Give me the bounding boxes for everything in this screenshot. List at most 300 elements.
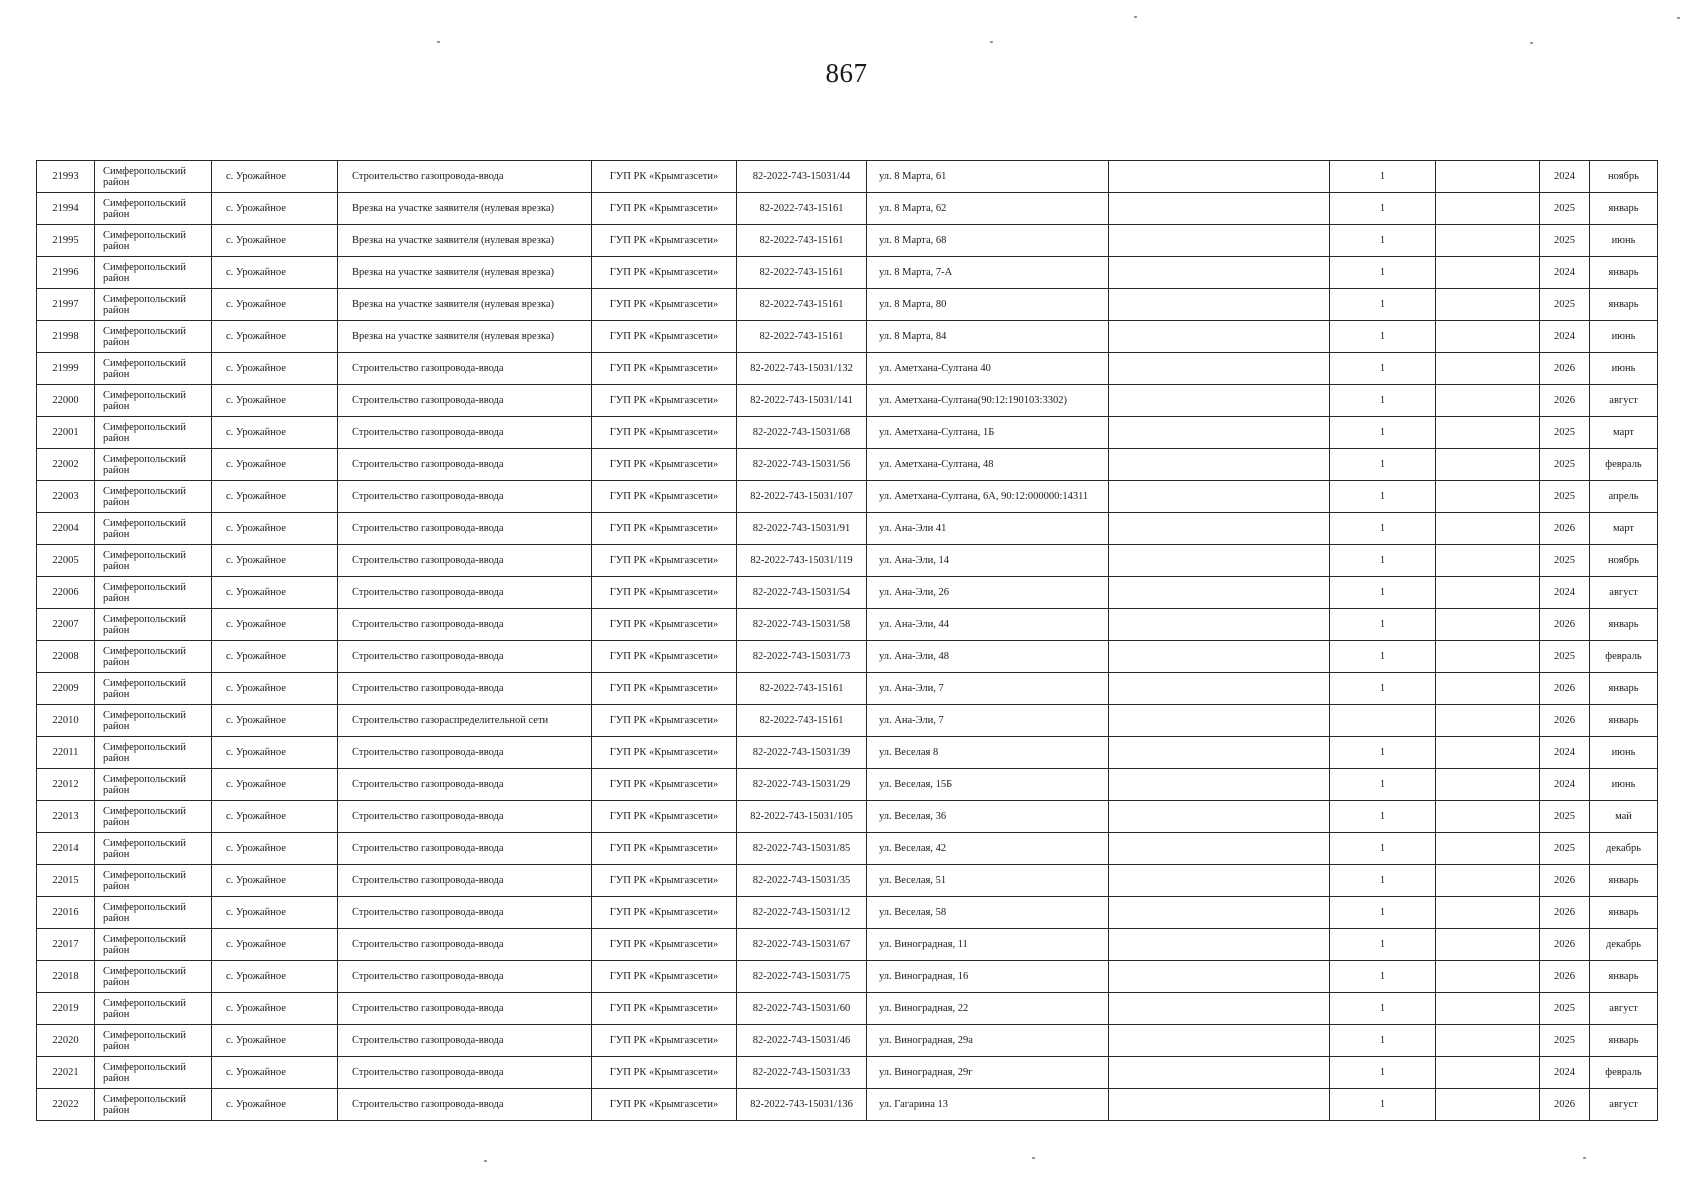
quantity-cell: 1 <box>1330 801 1436 833</box>
blank-cell <box>1109 545 1330 577</box>
permit-code-cell: 82-2022-743-15161 <box>737 257 867 289</box>
work-type-cell: Строительство газопровода-ввода <box>338 449 592 481</box>
permit-code-cell: 82-2022-743-15031/119 <box>737 545 867 577</box>
district-cell: Симферопольский район <box>95 321 212 353</box>
organization-cell: ГУП РК «Крымгазсети» <box>592 321 737 353</box>
organization-cell: ГУП РК «Крымгазсети» <box>592 481 737 513</box>
village-cell: с. Урожайное <box>212 353 338 385</box>
district-cell: Симферопольский район <box>95 897 212 929</box>
district-cell: Симферопольский район <box>95 1057 212 1089</box>
year-cell: 2025 <box>1540 993 1590 1025</box>
work-type-cell: Строительство газопровода-ввода <box>338 1025 592 1057</box>
blank-cell <box>1109 161 1330 193</box>
address-cell: ул. Аметхана-Султана 40 <box>867 353 1109 385</box>
year-cell: 2026 <box>1540 865 1590 897</box>
district-cell: Симферопольский район <box>95 449 212 481</box>
year-cell: 2026 <box>1540 385 1590 417</box>
permit-code-cell: 82-2022-743-15031/56 <box>737 449 867 481</box>
row-number-cell: 22008 <box>37 641 95 673</box>
year-cell: 2025 <box>1540 801 1590 833</box>
village-cell: с. Урожайное <box>212 385 338 417</box>
work-type-cell: Строительство газопровода-ввода <box>338 961 592 993</box>
row-number-cell: 22004 <box>37 513 95 545</box>
organization-cell: ГУП РК «Крымгазсети» <box>592 1025 737 1057</box>
work-type-cell: Врезка на участке заявителя (нулевая врезка) <box>338 193 592 225</box>
address-cell: ул. Виноградная, 16 <box>867 961 1109 993</box>
address-cell: ул. Ана-Эли, 44 <box>867 609 1109 641</box>
year-cell: 2026 <box>1540 513 1590 545</box>
village-cell: с. Урожайное <box>212 225 338 257</box>
row-number-cell: 22014 <box>37 833 95 865</box>
permit-code-cell: 82-2022-743-15031/68 <box>737 417 867 449</box>
organization-cell: ГУП РК «Крымгазсети» <box>592 385 737 417</box>
blank-cell <box>1109 993 1330 1025</box>
quantity-cell: 1 <box>1330 673 1436 705</box>
permit-code-cell: 82-2022-743-15031/33 <box>737 1057 867 1089</box>
address-cell: ул. Гагарина 13 <box>867 1089 1109 1121</box>
village-cell: с. Урожайное <box>212 1025 338 1057</box>
year-cell: 2025 <box>1540 1025 1590 1057</box>
work-type-cell: Врезка на участке заявителя (нулевая врезка) <box>338 289 592 321</box>
blank-cell <box>1436 833 1540 865</box>
table-row <box>37 1089 1658 1121</box>
village-cell: с. Урожайное <box>212 737 338 769</box>
village-cell: с. Урожайное <box>212 161 338 193</box>
row-number-cell: 22020 <box>37 1025 95 1057</box>
blank-cell <box>1436 673 1540 705</box>
blank-cell <box>1109 385 1330 417</box>
blank-cell <box>1109 225 1330 257</box>
permit-code-cell: 82-2022-743-15161 <box>737 193 867 225</box>
scan-speck <box>990 41 993 43</box>
month-cell: январь <box>1590 865 1658 897</box>
blank-cell <box>1436 769 1540 801</box>
work-type-cell: Строительство газопровода-ввода <box>338 609 592 641</box>
district-cell: Симферопольский район <box>95 705 212 737</box>
table-row <box>37 449 1658 481</box>
blank-cell <box>1109 417 1330 449</box>
year-cell: 2025 <box>1540 641 1590 673</box>
quantity-cell: 1 <box>1330 609 1436 641</box>
work-type-cell: Строительство газопровода-ввода <box>338 833 592 865</box>
district-cell: Симферопольский район <box>95 801 212 833</box>
permit-code-cell: 82-2022-743-15031/12 <box>737 897 867 929</box>
registry-table <box>36 160 1658 1121</box>
permit-code-cell: 82-2022-743-15031/29 <box>737 769 867 801</box>
month-cell: январь <box>1590 289 1658 321</box>
year-cell: 2025 <box>1540 417 1590 449</box>
month-cell: ноябрь <box>1590 161 1658 193</box>
blank-cell <box>1436 865 1540 897</box>
blank-cell <box>1436 545 1540 577</box>
permit-code-cell: 82-2022-743-15031/75 <box>737 961 867 993</box>
row-number-cell: 22001 <box>37 417 95 449</box>
scan-speck <box>1032 1157 1035 1159</box>
blank-cell <box>1109 769 1330 801</box>
address-cell: ул. 8 Марта, 7-А <box>867 257 1109 289</box>
blank-cell <box>1109 289 1330 321</box>
organization-cell: ГУП РК «Крымгазсети» <box>592 353 737 385</box>
table-row <box>37 609 1658 641</box>
year-cell: 2025 <box>1540 449 1590 481</box>
year-cell: 2025 <box>1540 289 1590 321</box>
month-cell: июнь <box>1590 225 1658 257</box>
blank-cell <box>1436 161 1540 193</box>
quantity-cell: 1 <box>1330 865 1436 897</box>
month-cell: февраль <box>1590 449 1658 481</box>
permit-code-cell: 82-2022-743-15031/46 <box>737 1025 867 1057</box>
row-number-cell: 21999 <box>37 353 95 385</box>
table-row <box>37 513 1658 545</box>
year-cell: 2024 <box>1540 321 1590 353</box>
table-row <box>37 545 1658 577</box>
village-cell: с. Урожайное <box>212 481 338 513</box>
month-cell: июнь <box>1590 737 1658 769</box>
district-cell: Симферопольский район <box>95 481 212 513</box>
district-cell: Симферопольский район <box>95 257 212 289</box>
address-cell: ул. Веселая, 51 <box>867 865 1109 897</box>
work-type-cell: Строительство газопровода-ввода <box>338 769 592 801</box>
organization-cell: ГУП РК «Крымгазсети» <box>592 289 737 321</box>
blank-cell <box>1109 961 1330 993</box>
month-cell: январь <box>1590 897 1658 929</box>
organization-cell: ГУП РК «Крымгазсети» <box>592 545 737 577</box>
quantity-cell: 1 <box>1330 961 1436 993</box>
year-cell: 2025 <box>1540 545 1590 577</box>
table-row <box>37 193 1658 225</box>
blank-cell <box>1436 481 1540 513</box>
year-cell: 2026 <box>1540 897 1590 929</box>
page-number: 867 <box>825 58 868 88</box>
row-number-cell: 21995 <box>37 225 95 257</box>
row-number-cell: 22006 <box>37 577 95 609</box>
district-cell: Симферопольский район <box>95 961 212 993</box>
table-row <box>37 801 1658 833</box>
district-cell: Симферопольский район <box>95 993 212 1025</box>
year-cell: 2026 <box>1540 609 1590 641</box>
village-cell: с. Урожайное <box>212 321 338 353</box>
table-row <box>37 161 1658 193</box>
year-cell: 2026 <box>1540 705 1590 737</box>
permit-code-cell: 82-2022-743-15161 <box>737 705 867 737</box>
row-number-cell: 22007 <box>37 609 95 641</box>
scan-speck <box>437 41 440 43</box>
month-cell: март <box>1590 417 1658 449</box>
organization-cell: ГУП РК «Крымгазсети» <box>592 449 737 481</box>
work-type-cell: Врезка на участке заявителя (нулевая врезка) <box>338 321 592 353</box>
year-cell: 2026 <box>1540 961 1590 993</box>
district-cell: Симферопольский район <box>95 417 212 449</box>
village-cell: с. Урожайное <box>212 1057 338 1089</box>
organization-cell: ГУП РК «Крымгазсети» <box>592 609 737 641</box>
address-cell: ул. Аметхана-Султана(90:12:190103:3302) <box>867 385 1109 417</box>
row-number-cell: 22017 <box>37 929 95 961</box>
village-cell: с. Урожайное <box>212 513 338 545</box>
work-type-cell: Строительство газопровода-ввода <box>338 993 592 1025</box>
work-type-cell: Строительство газопровода-ввода <box>338 865 592 897</box>
village-cell: с. Урожайное <box>212 449 338 481</box>
year-cell: 2025 <box>1540 833 1590 865</box>
permit-code-cell: 82-2022-743-15031/58 <box>737 609 867 641</box>
table-row <box>37 321 1658 353</box>
table-row <box>37 289 1658 321</box>
year-cell: 2026 <box>1540 353 1590 385</box>
address-cell: ул. Веселая, 15Б <box>867 769 1109 801</box>
blank-cell <box>1436 321 1540 353</box>
row-number-cell: 22013 <box>37 801 95 833</box>
blank-cell <box>1109 577 1330 609</box>
organization-cell: ГУП РК «Крымгазсети» <box>592 737 737 769</box>
district-cell: Симферопольский район <box>95 225 212 257</box>
quantity-cell: 1 <box>1330 513 1436 545</box>
blank-cell <box>1109 833 1330 865</box>
village-cell: с. Урожайное <box>212 897 338 929</box>
month-cell: ноябрь <box>1590 545 1658 577</box>
quantity-cell: 1 <box>1330 417 1436 449</box>
blank-cell <box>1109 353 1330 385</box>
organization-cell: ГУП РК «Крымгазсети» <box>592 865 737 897</box>
table-row <box>37 673 1658 705</box>
blank-cell <box>1436 289 1540 321</box>
table-row <box>37 257 1658 289</box>
quantity-cell: 1 <box>1330 353 1436 385</box>
month-cell: январь <box>1590 705 1658 737</box>
blank-cell <box>1436 385 1540 417</box>
blank-cell <box>1436 801 1540 833</box>
organization-cell: ГУП РК «Крымгазсети» <box>592 833 737 865</box>
village-cell: с. Урожайное <box>212 929 338 961</box>
row-number-cell: 22002 <box>37 449 95 481</box>
quantity-cell: 1 <box>1330 1089 1436 1121</box>
blank-cell <box>1436 417 1540 449</box>
table-row <box>37 385 1658 417</box>
organization-cell: ГУП РК «Крымгазсети» <box>592 225 737 257</box>
village-cell: с. Урожайное <box>212 193 338 225</box>
scan-speck <box>1583 1157 1586 1159</box>
row-number-cell: 22022 <box>37 1089 95 1121</box>
month-cell: январь <box>1590 961 1658 993</box>
blank-cell <box>1109 1025 1330 1057</box>
month-cell: январь <box>1590 609 1658 641</box>
organization-cell: ГУП РК «Крымгазсети» <box>592 801 737 833</box>
organization-cell: ГУП РК «Крымгазсети» <box>592 673 737 705</box>
district-cell: Симферопольский район <box>95 545 212 577</box>
district-cell: Симферопольский район <box>95 833 212 865</box>
address-cell: ул. Ана-Эли, 26 <box>867 577 1109 609</box>
work-type-cell: Врезка на участке заявителя (нулевая врезка) <box>338 257 592 289</box>
row-number-cell: 22016 <box>37 897 95 929</box>
month-cell: январь <box>1590 193 1658 225</box>
table-row <box>37 577 1658 609</box>
row-number-cell: 22000 <box>37 385 95 417</box>
quantity-cell: 1 <box>1330 929 1436 961</box>
row-number-cell: 22011 <box>37 737 95 769</box>
organization-cell: ГУП РК «Крымгазсети» <box>592 929 737 961</box>
address-cell: ул. Ана-Эли, 48 <box>867 641 1109 673</box>
blank-cell <box>1436 353 1540 385</box>
year-cell: 2024 <box>1540 577 1590 609</box>
blank-cell <box>1436 1057 1540 1089</box>
year-cell: 2026 <box>1540 929 1590 961</box>
row-number-cell: 22021 <box>37 1057 95 1089</box>
table-row <box>37 993 1658 1025</box>
permit-code-cell: 82-2022-743-15031/105 <box>737 801 867 833</box>
district-cell: Симферопольский район <box>95 385 212 417</box>
month-cell: февраль <box>1590 1057 1658 1089</box>
row-number-cell: 21993 <box>37 161 95 193</box>
work-type-cell: Врезка на участке заявителя (нулевая врезка) <box>338 225 592 257</box>
village-cell: с. Урожайное <box>212 417 338 449</box>
quantity-cell: 1 <box>1330 769 1436 801</box>
quantity-cell: 1 <box>1330 321 1436 353</box>
blank-cell <box>1436 641 1540 673</box>
blank-cell <box>1109 801 1330 833</box>
month-cell: февраль <box>1590 641 1658 673</box>
scan-speck <box>484 1160 487 1162</box>
year-cell: 2024 <box>1540 257 1590 289</box>
work-type-cell: Строительство газопровода-ввода <box>338 641 592 673</box>
permit-code-cell: 82-2022-743-15031/91 <box>737 513 867 545</box>
scan-speck <box>1530 42 1533 44</box>
district-cell: Симферопольский район <box>95 161 212 193</box>
row-number-cell: 22015 <box>37 865 95 897</box>
table-row <box>37 417 1658 449</box>
year-cell: 2025 <box>1540 225 1590 257</box>
blank-cell <box>1109 257 1330 289</box>
village-cell: с. Урожайное <box>212 993 338 1025</box>
address-cell: ул. Аметхана-Султана, 48 <box>867 449 1109 481</box>
district-cell: Симферопольский район <box>95 769 212 801</box>
table-row <box>37 705 1658 737</box>
blank-cell <box>1436 961 1540 993</box>
quantity-cell: 1 <box>1330 385 1436 417</box>
organization-cell: ГУП РК «Крымгазсети» <box>592 961 737 993</box>
blank-cell <box>1436 257 1540 289</box>
work-type-cell: Строительство газопровода-ввода <box>338 577 592 609</box>
district-cell: Симферопольский район <box>95 513 212 545</box>
work-type-cell: Строительство газопровода-ввода <box>338 929 592 961</box>
work-type-cell: Строительство газопровода-ввода <box>338 1089 592 1121</box>
district-cell: Симферопольский район <box>95 929 212 961</box>
quantity-cell: 1 <box>1330 833 1436 865</box>
row-number-cell: 22010 <box>37 705 95 737</box>
year-cell: 2024 <box>1540 1057 1590 1089</box>
blank-cell <box>1436 1089 1540 1121</box>
address-cell: ул. Веселая, 36 <box>867 801 1109 833</box>
year-cell: 2024 <box>1540 769 1590 801</box>
month-cell: июнь <box>1590 769 1658 801</box>
village-cell: с. Урожайное <box>212 577 338 609</box>
year-cell: 2025 <box>1540 481 1590 513</box>
blank-cell <box>1436 1025 1540 1057</box>
address-cell: ул. Ана-Эли 41 <box>867 513 1109 545</box>
row-number-cell: 21996 <box>37 257 95 289</box>
district-cell: Симферопольский район <box>95 353 212 385</box>
quantity-cell: 1 <box>1330 1057 1436 1089</box>
village-cell: с. Урожайное <box>212 641 338 673</box>
quantity-cell: 1 <box>1330 577 1436 609</box>
blank-cell <box>1109 193 1330 225</box>
blank-cell <box>1109 673 1330 705</box>
permit-code-cell: 82-2022-743-15161 <box>737 225 867 257</box>
table-row <box>37 929 1658 961</box>
address-cell: ул. 8 Марта, 84 <box>867 321 1109 353</box>
work-type-cell: Строительство газопровода-ввода <box>338 737 592 769</box>
organization-cell: ГУП РК «Крымгазсети» <box>592 257 737 289</box>
address-cell: ул. 8 Марта, 68 <box>867 225 1109 257</box>
village-cell: с. Урожайное <box>212 769 338 801</box>
month-cell: август <box>1590 993 1658 1025</box>
work-type-cell: Строительство газопровода-ввода <box>338 673 592 705</box>
row-number-cell: 21998 <box>37 321 95 353</box>
district-cell: Симферопольский район <box>95 673 212 705</box>
quantity-cell: 1 <box>1330 993 1436 1025</box>
scan-speck <box>1677 17 1680 19</box>
address-cell: ул. Ана-Эли, 7 <box>867 673 1109 705</box>
blank-cell <box>1109 897 1330 929</box>
blank-cell <box>1436 897 1540 929</box>
year-cell: 2024 <box>1540 161 1590 193</box>
blank-cell <box>1109 641 1330 673</box>
village-cell: с. Урожайное <box>212 801 338 833</box>
organization-cell: ГУП РК «Крымгазсети» <box>592 1089 737 1121</box>
work-type-cell: Строительство газопровода-ввода <box>338 385 592 417</box>
month-cell: март <box>1590 513 1658 545</box>
organization-cell: ГУП РК «Крымгазсети» <box>592 513 737 545</box>
month-cell: июнь <box>1590 353 1658 385</box>
blank-cell <box>1436 193 1540 225</box>
district-cell: Симферопольский район <box>95 193 212 225</box>
year-cell: 2025 <box>1540 193 1590 225</box>
row-number-cell: 22003 <box>37 481 95 513</box>
work-type-cell: Строительство газопровода-ввода <box>338 513 592 545</box>
village-cell: с. Урожайное <box>212 257 338 289</box>
quantity-cell: 1 <box>1330 193 1436 225</box>
month-cell: август <box>1590 577 1658 609</box>
row-number-cell: 22005 <box>37 545 95 577</box>
table-row <box>37 769 1658 801</box>
organization-cell: ГУП РК «Крымгазсети» <box>592 193 737 225</box>
table-row <box>37 1025 1658 1057</box>
month-cell: январь <box>1590 257 1658 289</box>
permit-code-cell: 82-2022-743-15031/73 <box>737 641 867 673</box>
table-row <box>37 961 1658 993</box>
quantity-cell: 1 <box>1330 1025 1436 1057</box>
village-cell: с. Урожайное <box>212 609 338 641</box>
quantity-cell <box>1330 705 1436 737</box>
permit-code-cell: 82-2022-743-15031/85 <box>737 833 867 865</box>
district-cell: Симферопольский район <box>95 1089 212 1121</box>
row-number-cell: 22019 <box>37 993 95 1025</box>
permit-code-cell: 82-2022-743-15031/107 <box>737 481 867 513</box>
blank-cell <box>1109 865 1330 897</box>
address-cell: ул. Ана-Эли, 7 <box>867 705 1109 737</box>
organization-cell: ГУП РК «Крымгазсети» <box>592 897 737 929</box>
blank-cell <box>1436 929 1540 961</box>
blank-cell <box>1109 1089 1330 1121</box>
organization-cell: ГУП РК «Крымгазсети» <box>592 417 737 449</box>
year-cell: 2024 <box>1540 737 1590 769</box>
blank-cell <box>1109 1057 1330 1089</box>
address-cell: ул. 8 Марта, 62 <box>867 193 1109 225</box>
blank-cell <box>1109 513 1330 545</box>
permit-code-cell: 82-2022-743-15031/35 <box>737 865 867 897</box>
village-cell: с. Урожайное <box>212 865 338 897</box>
quantity-cell: 1 <box>1330 737 1436 769</box>
month-cell: апрель <box>1590 481 1658 513</box>
work-type-cell: Строительство газопровода-ввода <box>338 161 592 193</box>
quantity-cell: 1 <box>1330 897 1436 929</box>
